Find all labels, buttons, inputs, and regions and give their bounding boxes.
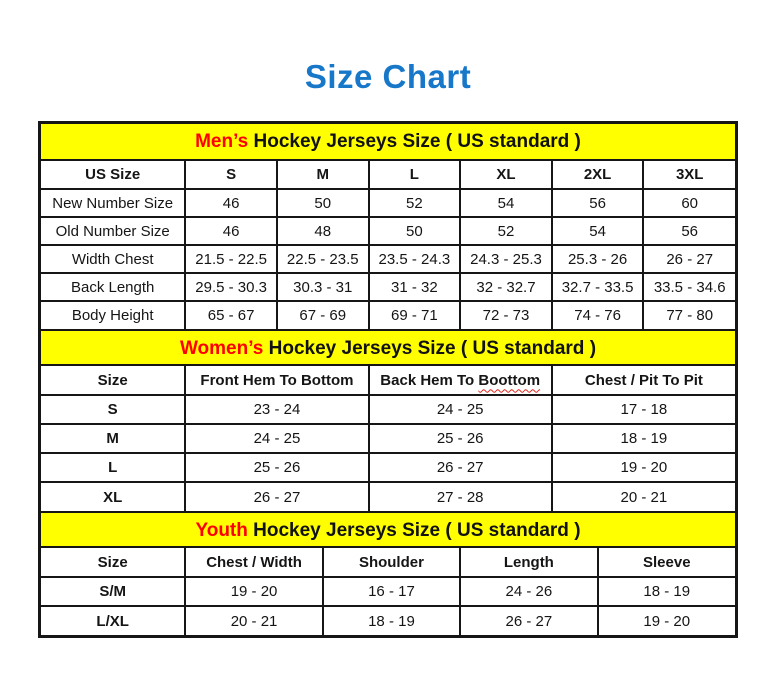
misspelled-word: Boottom — [478, 371, 541, 389]
column-header-cell: M — [277, 161, 369, 189]
value-cell: 50 — [369, 217, 461, 245]
column-header-cell: 3XL — [643, 161, 735, 189]
value-cell: 54 — [552, 217, 644, 245]
youth-table-title-band — [41, 511, 735, 548]
value-cell: 67 - 69 — [277, 301, 369, 329]
value-cell: 22.5 - 23.5 — [277, 245, 369, 273]
table-row — [41, 217, 735, 245]
value-cell: 25.3 - 26 — [552, 245, 644, 273]
value-cell: 18 - 19 — [598, 577, 735, 606]
column-header-cell: Chest / Pit To Pit — [552, 366, 735, 395]
value-cell: 77 - 80 — [643, 301, 735, 329]
value-cell: 26 - 27 — [643, 245, 735, 273]
value-cell: 69 - 71 — [369, 301, 461, 329]
column-header-cell: Chest / Width — [185, 548, 322, 577]
column-header-row — [41, 366, 735, 395]
value-cell: 20 - 21 — [552, 482, 735, 511]
column-header-cell: Shoulder — [323, 548, 460, 577]
row-label-cell: New Number Size — [41, 189, 185, 217]
value-cell: 18 - 19 — [323, 606, 460, 635]
value-cell: 23 - 24 — [185, 395, 368, 424]
value-cell: 24.3 - 25.3 — [460, 245, 552, 273]
row-label-cell: Back Length — [41, 273, 185, 301]
value-cell: 50 — [277, 189, 369, 217]
value-cell: 19 - 20 — [552, 453, 735, 482]
value-cell: 23.5 - 24.3 — [369, 245, 461, 273]
value-cell: 24 - 25 — [185, 424, 368, 453]
column-header-row — [41, 161, 735, 189]
value-cell: 24 - 25 — [369, 395, 552, 424]
value-cell: 72 - 73 — [460, 301, 552, 329]
column-header-row — [41, 548, 735, 577]
mens-highlight-text: Men’s — [195, 131, 249, 152]
womens-title-text: Hockey Jerseys Size ( US standard ) — [263, 338, 597, 359]
row-label-cell: L/XL — [41, 606, 185, 635]
value-cell: 25 - 26 — [369, 424, 552, 453]
page-title: Size Chart — [304, 58, 472, 95]
column-header-cell: XL — [460, 161, 552, 189]
mens-size-section — [41, 124, 735, 329]
size-chart-table-group — [38, 121, 738, 638]
value-cell: 30.3 - 31 — [277, 273, 369, 301]
value-cell: 16 - 17 — [323, 577, 460, 606]
value-cell: 26 - 27 — [185, 482, 368, 511]
value-cell: 27 - 28 — [369, 482, 552, 511]
value-cell: 54 — [460, 189, 552, 217]
value-cell: 74 - 76 — [552, 301, 644, 329]
column-header-cell: Front Hem To Bottom — [185, 366, 368, 395]
column-header-cell: Size — [41, 366, 185, 395]
value-cell: 32.7 - 33.5 — [552, 273, 644, 301]
womens-size-table — [41, 366, 735, 511]
row-label-cell: S/M — [41, 577, 185, 606]
value-cell: 18 - 19 — [552, 424, 735, 453]
column-header-cell: Length — [460, 548, 597, 577]
column-header-cell: Size — [41, 548, 185, 577]
table-row — [41, 606, 735, 635]
value-cell: 24 - 26 — [460, 577, 597, 606]
value-cell: 48 — [277, 217, 369, 245]
value-cell: 52 — [369, 189, 461, 217]
column-header-cell: L — [369, 161, 461, 189]
womens-size-section — [41, 329, 735, 511]
mens-title-text: Hockey Jerseys Size ( US standard ) — [248, 131, 581, 152]
table-row — [41, 453, 735, 482]
value-cell: 29.5 - 30.3 — [185, 273, 277, 301]
value-cell: 46 — [185, 189, 277, 217]
value-cell: 21.5 - 22.5 — [185, 245, 277, 273]
value-cell: 26 - 27 — [460, 606, 597, 635]
youth-size-section — [41, 511, 735, 635]
table-row — [41, 395, 735, 424]
mens-size-table — [41, 161, 735, 329]
value-cell: 33.5 - 34.6 — [643, 273, 735, 301]
column-header-cell: 2XL — [552, 161, 644, 189]
table-row — [41, 245, 735, 273]
row-label-cell: M — [41, 424, 185, 453]
value-cell: 31 - 32 — [369, 273, 461, 301]
value-cell: 56 — [643, 217, 735, 245]
value-cell: 60 — [643, 189, 735, 217]
row-label-cell: Body Height — [41, 301, 185, 329]
value-cell: 25 - 26 — [185, 453, 368, 482]
youth-size-table — [41, 548, 735, 635]
value-cell: 20 - 21 — [185, 606, 322, 635]
row-label-cell: XL — [41, 482, 185, 511]
column-header-cell: US Size — [41, 161, 185, 189]
row-label-cell: S — [41, 395, 185, 424]
table-row — [41, 273, 735, 301]
value-cell: 56 — [552, 189, 644, 217]
youth-highlight-text: Youth — [195, 520, 248, 541]
table-row — [41, 424, 735, 453]
value-cell: 17 - 18 — [552, 395, 735, 424]
value-cell: 26 - 27 — [369, 453, 552, 482]
table-row — [41, 301, 735, 329]
value-cell: 46 — [185, 217, 277, 245]
value-cell: 19 - 20 — [598, 606, 735, 635]
womens-highlight-text: Women’s — [179, 338, 264, 359]
row-label-cell: Width Chest — [41, 245, 185, 273]
mens-table-title-band — [41, 124, 735, 161]
column-header-cell: Sleeve — [598, 548, 735, 577]
value-cell: 65 - 67 — [185, 301, 277, 329]
youth-title-text: Hockey Jerseys Size ( US standard ) — [247, 520, 581, 541]
value-cell: 19 - 20 — [185, 577, 322, 606]
table-row — [41, 482, 735, 511]
row-label-cell: L — [41, 453, 185, 482]
womens-table-title-band — [41, 329, 735, 366]
row-label-cell: Old Number Size — [41, 217, 185, 245]
column-header-cell: S — [185, 161, 277, 189]
value-cell: 32 - 32.7 — [460, 273, 552, 301]
column-header-cell: Back Hem To Boottom — [369, 366, 552, 395]
table-row — [41, 189, 735, 217]
value-cell: 52 — [460, 217, 552, 245]
table-row — [41, 577, 735, 606]
